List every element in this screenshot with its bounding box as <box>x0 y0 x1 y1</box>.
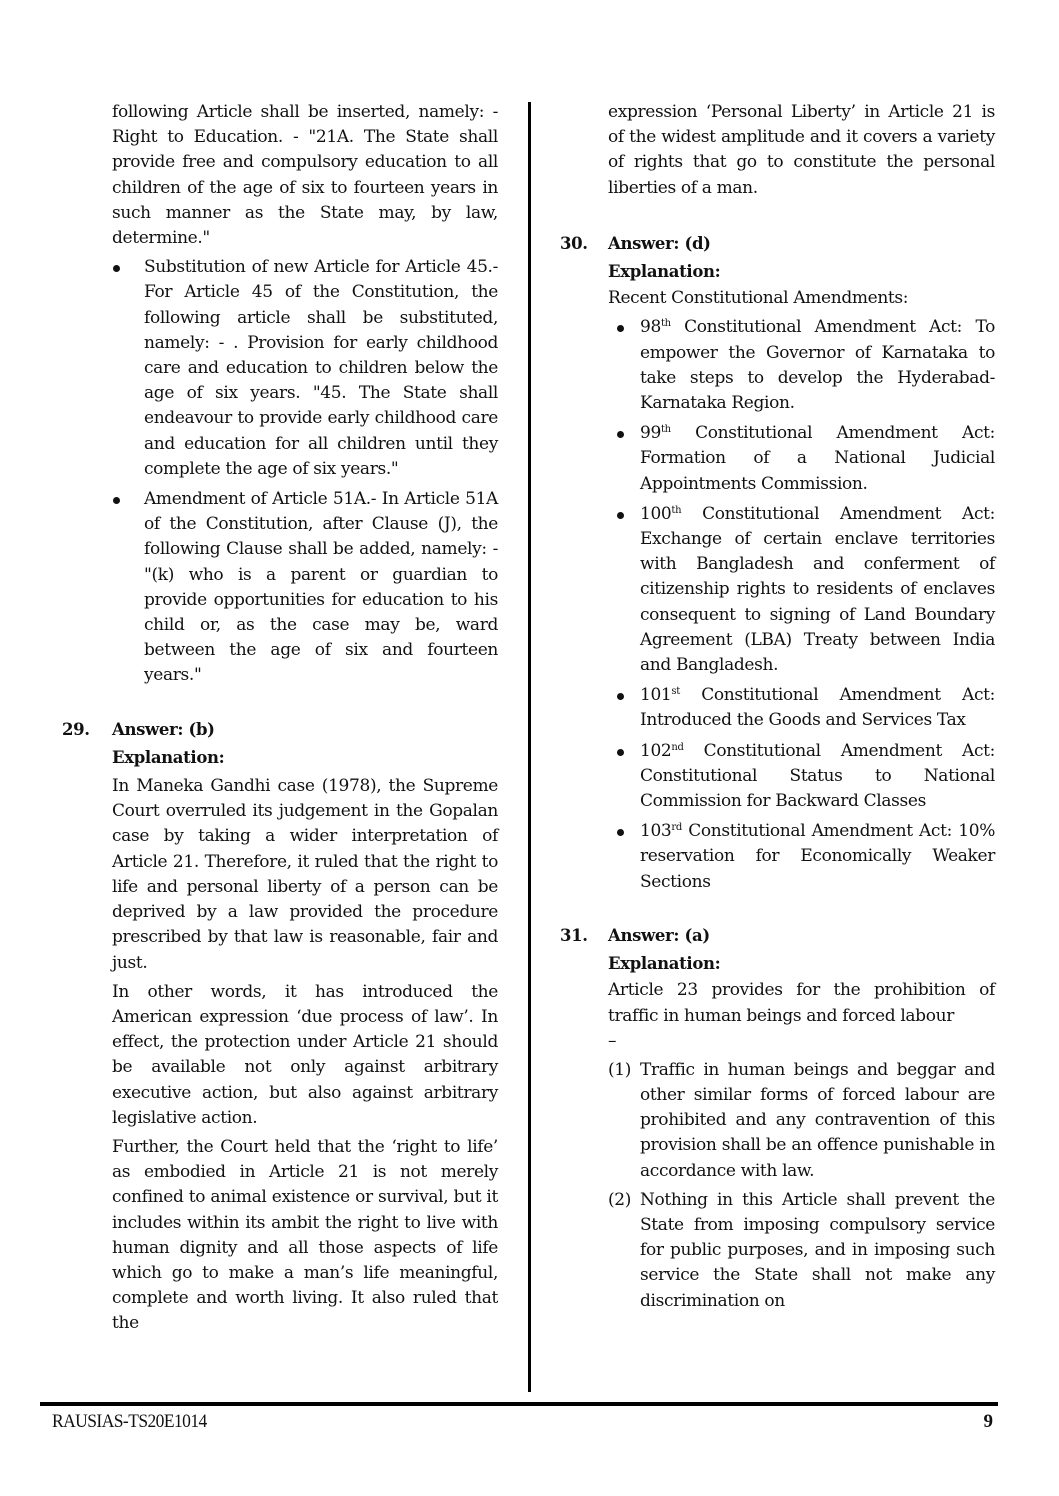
explanation-heading: Explanation: <box>608 262 721 282</box>
amendment-title: Constitutional Amendment Act: <box>670 317 963 338</box>
amendment-ordinal: 98 <box>640 317 661 338</box>
amendment-ordinal: 99 <box>640 423 661 444</box>
answer-label: Answer: (b) <box>112 719 215 739</box>
amendment-ordinal: 100 <box>640 503 672 524</box>
dash-separator: – <box>608 1030 617 1051</box>
explanation-paragraph: In Maneka Gandhi case (1978), the Supreme Court overruled its judgement in the Gopalan case by taking a wider interpretation of Article 21. Therefore, it ruled that the right to life and personal liberty of a person can be deprived by a law provided the procedure prescribed by that law is reasonable, fair and just. <box>112 776 498 973</box>
question-31-answer <box>560 923 995 948</box>
list-item <box>560 421 995 497</box>
amendment-text: Constitutional Status to National Commission for Backward Classes <box>640 765 995 812</box>
amendment-title: Constitutional Amendment Act: <box>679 685 995 706</box>
amendment-title: Constitutional Amendment Act: <box>683 740 995 761</box>
amendment-title: Constitutional Amendment Act: <box>681 503 995 524</box>
amendment-ordinal: 103 <box>640 821 672 842</box>
bullet-icon <box>617 325 624 332</box>
amendment-text: To empower the Governor of Karnataka to take steps to develop the Hyderabad-Karnataka Region. <box>640 317 995 414</box>
column-divider <box>528 102 531 1392</box>
bullet-icon <box>617 693 624 700</box>
document-code: RAUSIAS-TS20E1014 <box>52 1411 207 1432</box>
right-column <box>560 100 995 1314</box>
bullet-icon <box>617 431 624 438</box>
answer-label: Answer: (a) <box>608 925 710 945</box>
clause-item <box>560 1188 995 1314</box>
amendment-title: Constitutional Amendment Act: <box>670 423 995 444</box>
ordinal-suffix: th <box>660 318 671 330</box>
bullet-icon <box>113 497 120 504</box>
continuation-paragraph-right: expression ‘Personal Liberty’ in Article 21 is of the widest amplitude and it covers a variety of rights that go to constitute the personal liberties of a man. <box>608 102 995 198</box>
bullet-icon <box>617 512 624 519</box>
question-number: 30. <box>560 233 588 253</box>
article-23-intro: Article 23 provides for the prohibition of traffic in human beings and forced labour <box>608 980 995 1026</box>
clause-number: (1) <box>608 1059 632 1080</box>
question-number: 31. <box>560 925 588 945</box>
question-29-answer <box>62 717 498 742</box>
bullet-text: Amendment of Article 51A.- In Article 51A of the Constitution, after Clause (J), the following Clause shall be added, namely: - "(k) who is a parent or guardian to provide opportunities for education to his child or, as the case may be, ward between the age of six and fourteen years." <box>144 489 498 686</box>
amendment-text: 10% reservation for Economically Weaker Sections <box>640 821 995 892</box>
question-number: 29. <box>62 719 90 739</box>
explanation-paragraph: In other words, it has introduced the American expression ‘due process of law’. In effect, the protection under Article 21 should be available not only against arbitrary executive action, but also against arbitrary legislative action. <box>112 981 498 1128</box>
clause-text: Traffic in human beings and beggar and other similar forms of forced labour are prohibited and any contravention of this provision shall be an offence punishable in accordance with law. <box>640 1059 995 1181</box>
explanation-heading: Explanation: <box>608 954 721 974</box>
list-item <box>560 502 995 678</box>
bullet-icon <box>113 265 120 272</box>
question-30-answer <box>560 231 995 256</box>
amendment-text: Exchange of certain enclave territories with Bangladesh and conferment of citizenship rights to residents of enclaves consequent to signing of Land Boundary Agreement (LBA) Treaty between India and Bangladesh. <box>640 529 995 676</box>
continuation-paragraph-left: following Article shall be inserted, namely: - Right to Education. - "21A. The State shall provide free and compulsory education to all children of the age of six to fourteen years in such manner as the State may, by law, determine." <box>112 102 498 249</box>
bullet-text: Substitution of new Article for Article 45.- For Article 45 of the Constitution, the following article shall be substituted, namely: - . Provision for early childhood care and education to children below the age of six years. "45. The State shall endeavour to provide early childhood care and education for all children until they complete the age of six years." <box>144 257 498 479</box>
page-number: 9 <box>983 1411 993 1432</box>
amendment-ordinal: 102 <box>640 740 672 761</box>
list-item <box>560 683 995 733</box>
amendments-intro: Recent Constitutional Amendments: <box>608 288 909 309</box>
ordinal-suffix: th <box>671 504 682 516</box>
clause-number: (2) <box>608 1189 632 1210</box>
explanation-heading: Explanation: <box>112 747 225 767</box>
ordinal-suffix: rd <box>671 822 682 834</box>
amendments-list <box>560 315 995 894</box>
footer-rule <box>40 1402 998 1406</box>
bullet-icon <box>617 749 624 756</box>
list-item <box>560 819 995 895</box>
amendment-ordinal: 101 <box>640 685 672 706</box>
left-column <box>62 100 498 1337</box>
bullet-icon <box>617 829 624 836</box>
amendment-text: Introduced the Goods and Services Tax <box>640 710 966 731</box>
article-amendment-list <box>62 255 498 688</box>
explanation-paragraph: Further, the Court held that the ‘right to life’ as embodied in Article 21 is not merely confined to animal existence or survival, but it includes within its ambit the right to live with human dignity and all those aspects of life which go to make a man’s life meaningful, complete and worth living. It also ruled that the <box>112 1136 498 1334</box>
clause-text: Nothing in this Article shall prevent the State from imposing compulsory service for public purposes, and in imposing such service the State shall not make any discrimination on <box>640 1189 995 1311</box>
list-item <box>560 739 995 815</box>
list-item <box>62 255 498 482</box>
clause-item <box>560 1058 995 1184</box>
ordinal-suffix: st <box>671 686 680 698</box>
list-item <box>560 315 995 416</box>
answer-label: Answer: (d) <box>608 233 711 253</box>
ordinal-suffix: th <box>660 424 671 436</box>
amendment-title: Constitutional Amendment Act: <box>681 821 952 842</box>
ordinal-suffix: nd <box>671 741 684 753</box>
list-item <box>62 487 498 689</box>
amendment-text: Formation of a National Judicial Appointments Commission. <box>640 448 995 494</box>
